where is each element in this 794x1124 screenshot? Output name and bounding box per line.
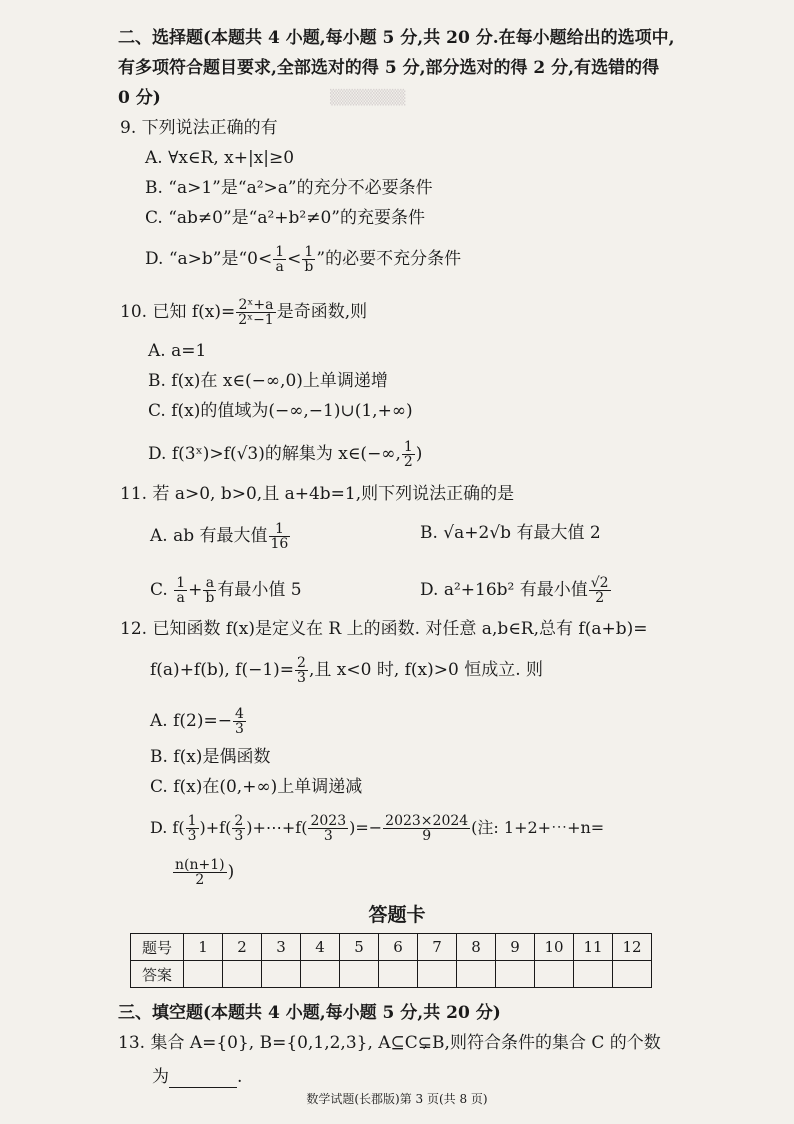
q13-line1: 13. 集合 A={0}, B={0,1,2,3}, A⊆C⊊B,则符合条件的集合 C 的个数 [118,1033,661,1053]
answer-cell[interactable] [301,961,340,988]
answer-cell[interactable] [613,961,652,988]
q11-stem: 11. 若 a>0, b>0,且 a+4b=1,则下列说法正确的是 [120,484,515,504]
q11-option-a: A. ab 有最大值 $\frac{1}{16}$ [150,521,289,552]
q10-option-d: D. f(3ˣ)>f(√3)的解集为 x∈(−∞, $\frac{1}{2}$ ) [148,439,423,470]
question-number: 5 [340,934,379,961]
q12-d-fraction-5: $\frac{n(n+1)}{2}$ [175,857,225,888]
answer-cell[interactable] [418,961,457,988]
q12-d-fraction-2: $\frac{2}{3}$ [234,813,244,844]
question-number: 8 [457,934,496,961]
answer-card-answer-row [131,961,652,988]
q12-line1: 12. 已知函数 f(x)是定义在 R 上的函数. 对任意 a,b∈R,总有 f(a+b)= [120,619,648,639]
question-number: 6 [379,934,418,961]
answer-row-label: 答案 [131,961,184,988]
q11-d-fraction: $\frac{√2}{2}$ [590,575,609,606]
q9-d-text-2: < [287,249,302,269]
q13-answer-blank[interactable] [169,1071,237,1088]
q12-option-c: C. f(x)在(0,+∞)上单调递减 [150,777,363,797]
q12-option-b: B. f(x)是偶函数 [150,747,271,767]
answer-cell[interactable] [496,961,535,988]
section3-title: 三、填空题(本题共 4 小题,每小题 5 分,共 20 分) [118,1003,501,1023]
q12-option-d: D. f( $\frac{1}{3}$ )+f( $\frac{2}{3}$ )+⋯+f( $\frac{2023}{3}$ )=− $\frac{2023\times 2024}{9}$ (注: 1+2+⋯+n= [150,813,605,844]
answer-cell[interactable] [340,961,379,988]
q10-d-fraction: $\frac{1}{2}$ [403,439,413,470]
q9-option-b: B. “a>1”是“a²>a”的充分不必要条件 [145,178,433,198]
answer-card-table [130,933,652,988]
question-number: 11 [574,934,613,961]
q10-option-c: C. f(x)的值域为(−∞,−1)∪(1,+∞) [148,401,413,421]
q12-d-fraction-3: $\frac{2023}{3}$ [310,813,347,844]
q9-d-text-3: ”的必要不充分条件 [316,249,462,269]
q11-a-fraction: $\frac{1}{16}$ [270,521,289,552]
q10-option-a: A. a=1 [148,341,207,361]
q12-option-d-continued: $\frac{n(n+1)}{2}$ ) [175,857,235,888]
q11-option-d: D. a²+16b² 有最小值 $\frac{√2}{2}$ [420,575,609,606]
q11-option-b: B. √a+2√b 有最大值 2 [420,523,601,543]
q9-option-d [145,245,461,274]
answer-card-number-row [131,934,652,961]
q12-a-fraction: $\frac{4}{3}$ [234,706,244,737]
question-number: 4 [301,934,340,961]
q12-d-fraction-4: $\frac{2023\times 2024}{9}$ [385,813,469,844]
q9-option-c: C. “ab≠0”是“a²+b²≠0”的充要条件 [145,208,426,228]
question-number: 12 [613,934,652,961]
section2-line1: 二、选择题(本题共 4 小题,每小题 5 分,共 20 分.在每小题给出的选项中, [118,28,675,48]
question-number: 9 [496,934,535,961]
q9-d-fraction-1: $\frac{1}{a}$ [275,244,285,275]
q10-option-b: B. f(x)在 x∈(−∞,0)上单调递增 [148,371,388,391]
answer-cell[interactable] [379,961,418,988]
answer-card-title: 答题卡 [368,904,426,926]
bleed-through-mark: ▒▒▒▒▒▒▒ [330,90,406,106]
question-number: 2 [223,934,262,961]
q11-option-c: C. $\frac{1}{a}$ + $\frac{a}{b}$ 有最小值 5 [150,575,302,606]
q12-line2-fraction: $\frac{2}{3}$ [297,655,306,686]
q10-stem: 10. 已知 f(x)= $\frac{\text{2ˣ+a}}{\text{2ˣ−1}}$ 是奇函数,则 [120,297,368,328]
q10-fraction: $\frac{\text{2ˣ+a}}{\text{2ˣ−1}}$ [238,297,274,328]
q9-d-text-1: D. “a>b”是“0< [145,249,273,269]
answer-cell[interactable] [184,961,223,988]
question-number: 7 [418,934,457,961]
q9-d-fraction-2: $\frac{1}{b}$ [304,244,314,275]
answer-cell[interactable] [262,961,301,988]
q13-line2: 为 . [152,1067,243,1087]
q12-line2: f(a)+f(b), f(−1)= $\frac{2}{3}$ ,且 x<0 时, f(x)>0 恒成立. 则 [150,655,544,686]
page-footer: 数学试题(长郡版)第 3 页(共 8 页) [306,1092,488,1106]
q11-c-fraction-2: $\frac{a}{b}$ [205,575,215,606]
section2-line3: 0 分) [118,88,161,108]
q9-stem: 9. 下列说法正确的有 [120,118,278,138]
q9-option-a: A. ∀x∈R, x+|x|≥0 [145,148,295,168]
answer-cell[interactable] [457,961,496,988]
answer-cell[interactable] [535,961,574,988]
answer-cell[interactable] [574,961,613,988]
question-number: 1 [184,934,223,961]
section2-line2: 有多项符合题目要求,全部选对的得 5 分,部分选对的得 2 分,有选错的得 [118,58,660,78]
q12-d-fraction-1: $\frac{1}{3}$ [187,813,197,844]
q11-c-fraction-1: $\frac{1}{a}$ [176,575,186,606]
question-number: 3 [262,934,301,961]
question-number: 10 [535,934,574,961]
q12-option-a: A. f(2)=− $\frac{4}{3}$ [150,706,244,737]
answer-cell[interactable] [223,961,262,988]
number-row-label: 题号 [131,934,184,961]
